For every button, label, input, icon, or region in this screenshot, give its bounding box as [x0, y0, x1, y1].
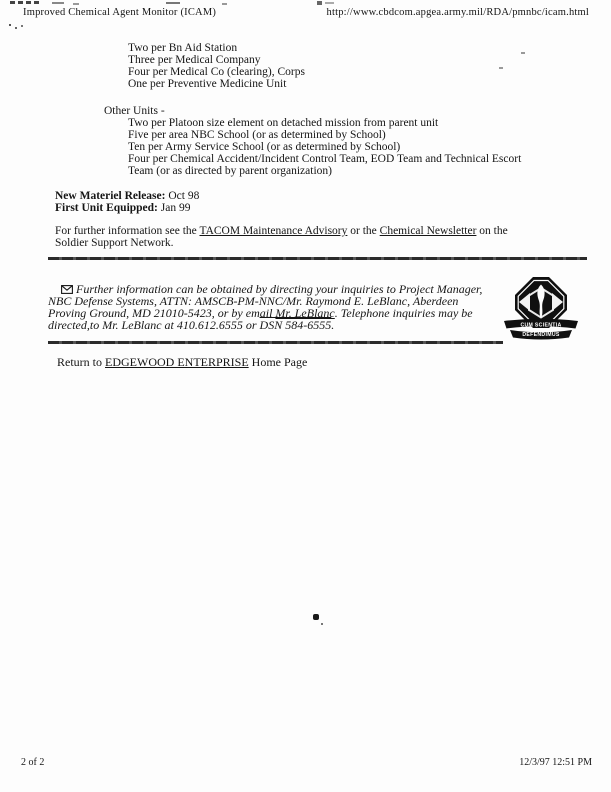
text: directed,to Mr. LeBlanc at 410.612.6555 or — [48, 318, 260, 332]
other-units-list — [128, 117, 521, 177]
text: . — [331, 318, 335, 332]
contact-info-paragraph — [48, 283, 518, 331]
text: or the — [347, 225, 380, 237]
ink-speck — [321, 623, 323, 625]
first-unit-equipped-value: Jan 99 — [157, 202, 191, 214]
scan-artifact — [21, 25, 23, 27]
ink-speck — [313, 614, 319, 620]
list-item: Team (or as directed by parent organization) — [128, 165, 332, 177]
seal-graphic — [497, 276, 585, 342]
text: . Telephone inquiries may be — [334, 306, 473, 320]
list-item: Two per Bn Aid Station — [128, 42, 238, 54]
text: on the — [476, 225, 508, 237]
scan-artifact — [73, 3, 79, 5]
scan-artifact — [9, 24, 11, 26]
chemical-corps-seal — [497, 276, 585, 347]
scan-artifact — [317, 1, 322, 5]
first-unit-equipped-label: First Unit Equipped: — [55, 202, 158, 214]
milestones-block — [55, 190, 199, 214]
seal-motto-bottom: DEFENDIMUS — [522, 332, 560, 339]
envelope-icon — [61, 285, 73, 294]
other-units-heading: Other Units - — [104, 105, 165, 117]
page-number: 2 of 2 — [21, 757, 45, 768]
list-item: Two per Platoon size element on detached mission from parent unit — [128, 117, 439, 129]
further-info-paragraph — [55, 225, 508, 249]
list-item: Three per Medical Company — [128, 54, 261, 66]
header-url: http://www.cbdcom.apgea.army.mil/RDA/pmnbc/icam.html — [326, 7, 589, 18]
print-timestamp: 12/3/97 12:51 PM — [519, 757, 592, 768]
paragraph-line — [55, 225, 508, 237]
list-item: Four per Medical Co (clearing), Corps — [128, 66, 305, 78]
list-item: Four per Chemical Accident/Incident Control Team, EOD Team and Technical Escort — [128, 153, 522, 165]
scan-artifact — [222, 3, 227, 5]
text: Further information can be obtained by directing your inquiries to Project Manager, — [76, 282, 483, 296]
list-item: Five per area NBC School (or as determined by School) — [128, 129, 386, 141]
text: Proving Ground, MD 21010-5423, or by email — [48, 306, 276, 320]
paragraph-line — [48, 319, 518, 331]
return-home-line — [57, 356, 307, 368]
header-title: Improved Chemical Agent Monitor (ICAM) — [23, 7, 217, 18]
scan-artifact — [10, 1, 42, 4]
text: Home Page — [248, 355, 308, 369]
new-materiel-release-line — [55, 190, 199, 202]
scan-artifact — [15, 27, 17, 29]
link-tacom-maintenance-advisory[interactable]: TACOM Maintenance Advisory — [199, 225, 348, 237]
text: For further information see the — [55, 225, 200, 237]
paragraph-line: NBC Defense Systems, ATTN: AMSCB-PM-NNC/Mr. Raymond E. LeBlanc, Aberdeen — [48, 294, 459, 308]
first-unit-equipped-line — [55, 202, 199, 214]
text: Return to — [57, 355, 105, 369]
link-edgewood-enterprise[interactable]: EDGEWOOD ENTERPRISE — [105, 355, 249, 369]
scan-artifact — [325, 2, 334, 4]
link-mr-leblanc-email[interactable]: Mr. LeBlanc — [275, 306, 335, 320]
seal-motto-top: CUM SCIENTIA — [520, 322, 562, 329]
scan-artifact — [521, 52, 525, 54]
new-materiel-release-label: New Materiel Release: — [55, 190, 166, 202]
scan-artifact — [52, 2, 64, 4]
link-chemical-newsletter[interactable]: Chemical Newsletter — [379, 225, 477, 237]
scan-artifact — [499, 67, 503, 69]
horizontal-rule — [48, 257, 587, 260]
medical-allocation-list — [128, 42, 305, 90]
list-item: One per Preventive Medicine Unit — [128, 78, 287, 90]
dsn-number: DSN 584-6555 — [259, 318, 332, 332]
new-materiel-release-value: Oct 98 — [165, 190, 200, 202]
paragraph-line: Soldier Support Network. — [55, 237, 174, 249]
list-item: Ten per Army Service School (or as determined by School) — [128, 141, 401, 153]
scan-artifact — [166, 2, 180, 4]
horizontal-rule — [48, 341, 503, 344]
